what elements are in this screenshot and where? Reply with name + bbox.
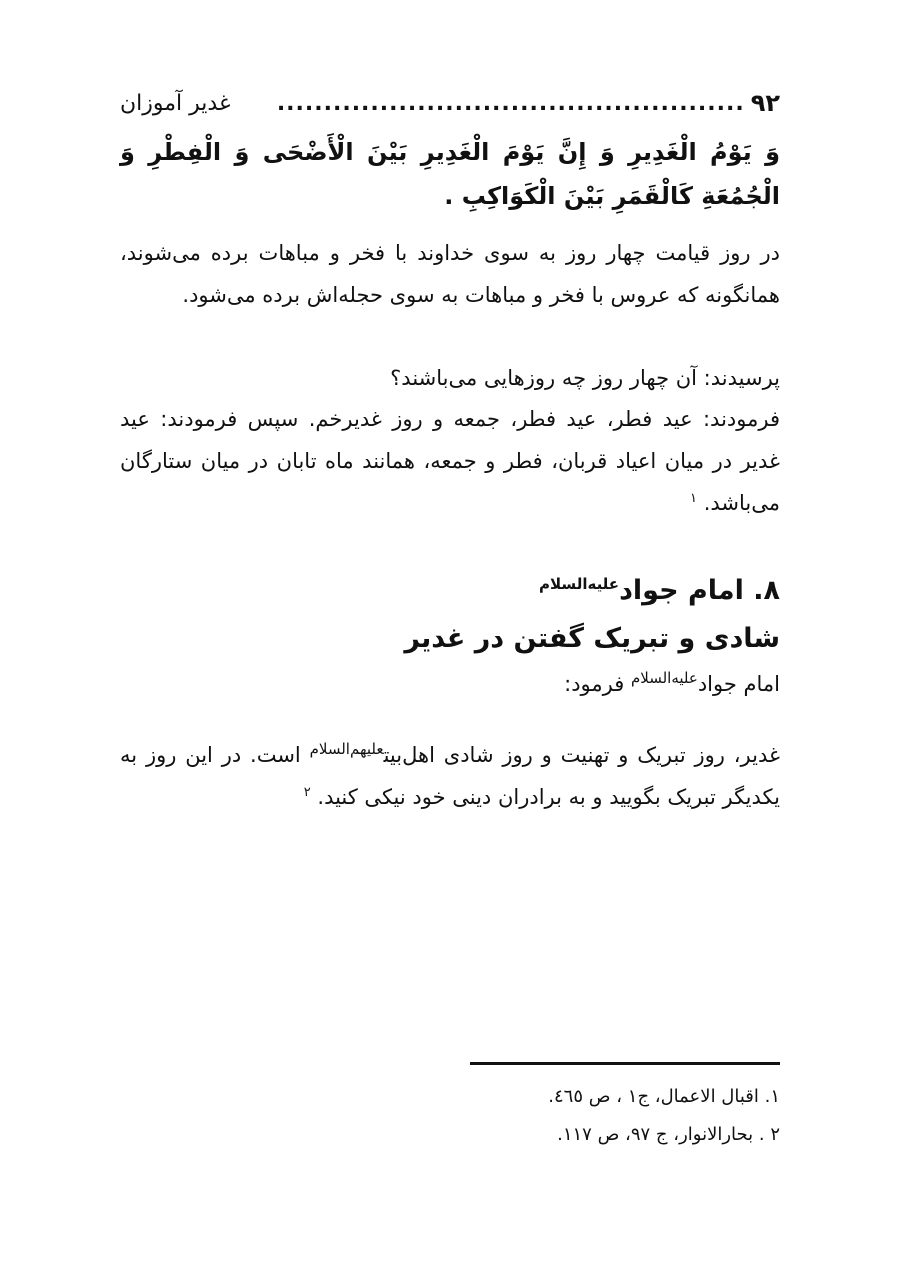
quote-intro — [120, 664, 780, 704]
footnote-divider — [470, 1062, 780, 1065]
book-title: غدیر آموزان — [120, 90, 231, 116]
intro-text-before: امام جواد — [697, 672, 780, 696]
running-header — [120, 86, 780, 120]
arabic-hadith-text: وَ يَوْمُ الْغَدِيرِ وَ إِنَّ يَوْمَ الْغَدِيرِ بَيْنَ الْأَضْحَى وَ الْفِطْرِ وَ الْجُمُعَةِ كَالْقَمَرِ بَيْنَ الْكَوَاكِبِ . — [120, 138, 780, 210]
header-dot-leader: .................................................. — [276, 90, 745, 116]
answer-paragraph — [120, 398, 780, 524]
honorific-mark: عليه‌السلام — [630, 669, 698, 687]
footnote-ref-1[interactable]: ۱ — [690, 491, 698, 506]
quote-text-part2: است. در این روز به یکدیگر تبریک بگویید و به برادران دینی خود نیکی کنید. — [120, 743, 780, 809]
footnote-ref-2[interactable]: ۲ — [303, 785, 311, 800]
section-heading — [120, 567, 780, 615]
section-heading-text: ۸. امام جواد — [619, 575, 780, 606]
footnote-item: ۱. اقبال الاعمال، ج۱ ، ص ٤٦٥. — [548, 1086, 780, 1107]
quote-paragraph — [120, 734, 780, 818]
page-number: ۹۲ — [750, 89, 780, 117]
intro-text-after: فرمود: — [564, 672, 625, 696]
honorific-mark: عليه‌السلام — [539, 575, 620, 593]
answer-text: فرمودند: عید فطر، عید فطر، جمعه و روز غدیرخم. سپس فرمودند: عید غدیر در میان اعیاد قربان، فطر و جمعه، همانند ماه تابان در میان ستارگان می‌باشد. — [120, 407, 780, 515]
quote-text-part1: غدیر، روز تبریک و تهنیت و روز شادی اهل‌بیت — [383, 743, 780, 767]
question-paragraph: پرسیدند: آن چهار روز چه روزهایی می‌باشند؟ — [390, 366, 780, 390]
footnotes — [470, 1078, 780, 1154]
honorific-mark: عليهم‌السلام — [309, 740, 384, 758]
translation-paragraph: در روز قیامت چهار روز به سوی خداوند با فخر و مباهات برده می‌شوند، همانگونه که عروس با فخر و مباهات به سوی حجله‌اش برده می‌شود. — [120, 241, 780, 307]
section-subheading: شادی و تبریک گفتن در غدیر — [404, 623, 780, 654]
footnote-item: ۲ . بحارالانوار، ج ۹۷، ص ۱۱۷. — [557, 1124, 780, 1145]
